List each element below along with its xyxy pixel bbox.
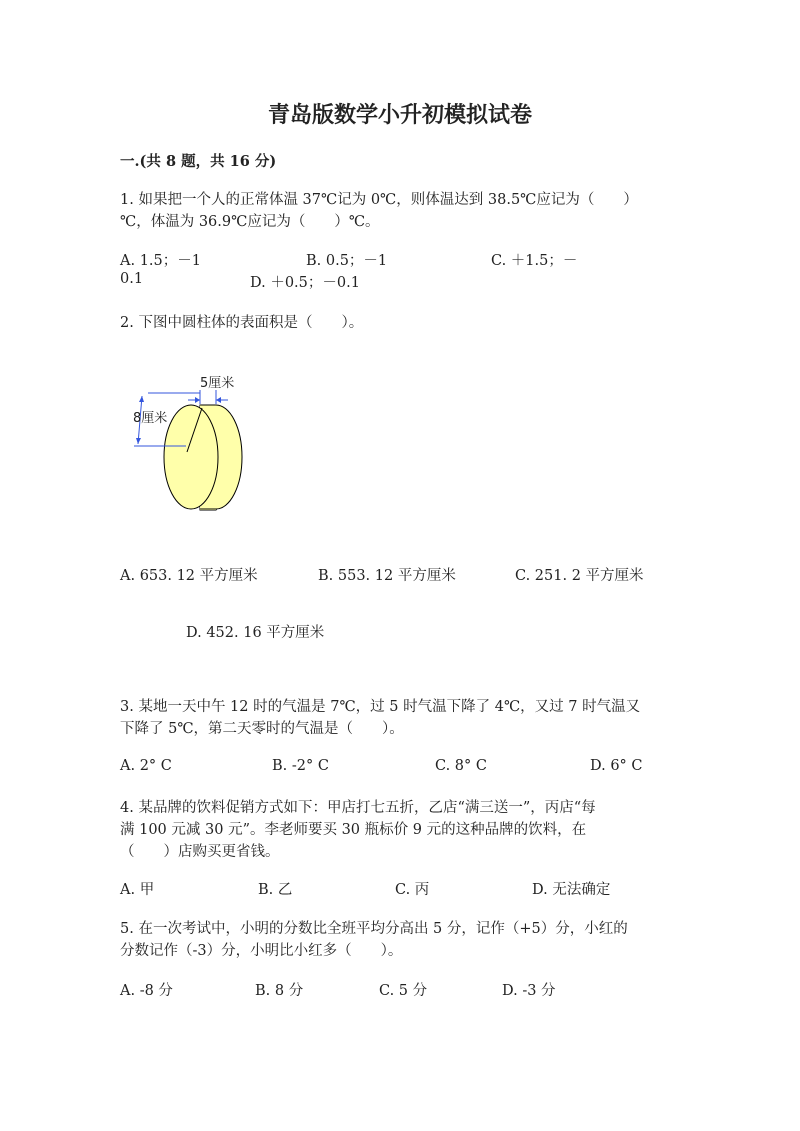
q3-option-d[interactable]: D. 6° C xyxy=(590,758,643,774)
radius-label: 8厘米 xyxy=(133,411,168,426)
q4-option-a[interactable]: A. 甲 xyxy=(120,882,155,898)
q4-stem-line1: 4. 某品牌的饮料促销方式如下：甲店打七五折，乙店“满三送一”，丙店“每 xyxy=(120,800,596,816)
q1-option-b[interactable]: B. 0.5；－1 xyxy=(306,253,388,269)
cylinder-front-face xyxy=(164,405,218,509)
q5-stem-line2: 分数记作（-3）分，小明比小红多（ ）。 xyxy=(120,943,403,959)
q5-option-b[interactable]: B. 8 分 xyxy=(255,983,304,999)
height-label: 5厘米 xyxy=(200,376,235,391)
q3-option-a[interactable]: A. 2° C xyxy=(120,758,172,774)
q4-option-b[interactable]: B. 乙 xyxy=(258,882,293,898)
q2-stem: 2. 下图中圆柱体的表面积是（ ）。 xyxy=(120,315,364,331)
q2-option-d[interactable]: D. 452. 16 平方厘米 xyxy=(186,625,325,641)
q2-option-b[interactable]: B. 553. 12 平方厘米 xyxy=(318,568,456,584)
q1-option-a[interactable]: A. 1.5；－1 xyxy=(120,253,201,269)
q1-option-c-continued: 0.1 xyxy=(120,271,144,287)
q5-stem-line1: 5. 在一次考试中，小明的分数比全班平均分高出 5 分，记作（+5）分，小红的 xyxy=(120,921,628,937)
q4-stem-line2: 满 100 元减 30 元”。李老师要买 30 瓶标价 9 元的这种品牌的饮料，在 xyxy=(120,822,587,838)
q3-option-b[interactable]: B. -2° C xyxy=(272,758,329,774)
cylinder-figure xyxy=(120,368,260,518)
q5-option-a[interactable]: A. -8 分 xyxy=(120,983,173,999)
section-heading: 一.(共 8 题，共 16 分) xyxy=(120,153,277,170)
q4-option-c[interactable]: C. 丙 xyxy=(395,882,430,898)
q3-option-c[interactable]: C. 8° C xyxy=(435,758,487,774)
q5-option-d[interactable]: D. -3 分 xyxy=(502,983,556,999)
page-title: 青岛版数学小升初模拟试卷 xyxy=(267,102,532,128)
q2-option-a[interactable]: A. 653. 12 平方厘米 xyxy=(120,568,258,584)
q4-option-d[interactable]: D. 无法确定 xyxy=(532,882,611,898)
q1-option-d[interactable]: D. ＋0.5；－0.1 xyxy=(250,275,360,291)
q1-stem-line1: 1. 如果把一个人的正常体温 37℃记为 0℃，则体温达到 38.5℃应记为（ ） xyxy=(120,192,638,208)
q3-stem-line2: 下降了 5℃，第二天零时的气温是（ ）。 xyxy=(120,721,404,737)
q2-option-c[interactable]: C. 251. 2 平方厘米 xyxy=(515,568,644,584)
q5-option-c[interactable]: C. 5 分 xyxy=(379,983,428,999)
q3-stem-line1: 3. 某地一天中午 12 时的气温是 7℃，过 5 时气温下降了 4℃，又过 7 时气温又 xyxy=(120,699,641,715)
q4-stem-line3: （ ）店购买更省钱。 xyxy=(120,844,280,860)
q1-stem-line2: ℃，体温为 36.9℃应记为（ ）℃。 xyxy=(120,214,380,230)
q1-option-c[interactable]: C. ＋1.5；－ xyxy=(491,253,578,269)
